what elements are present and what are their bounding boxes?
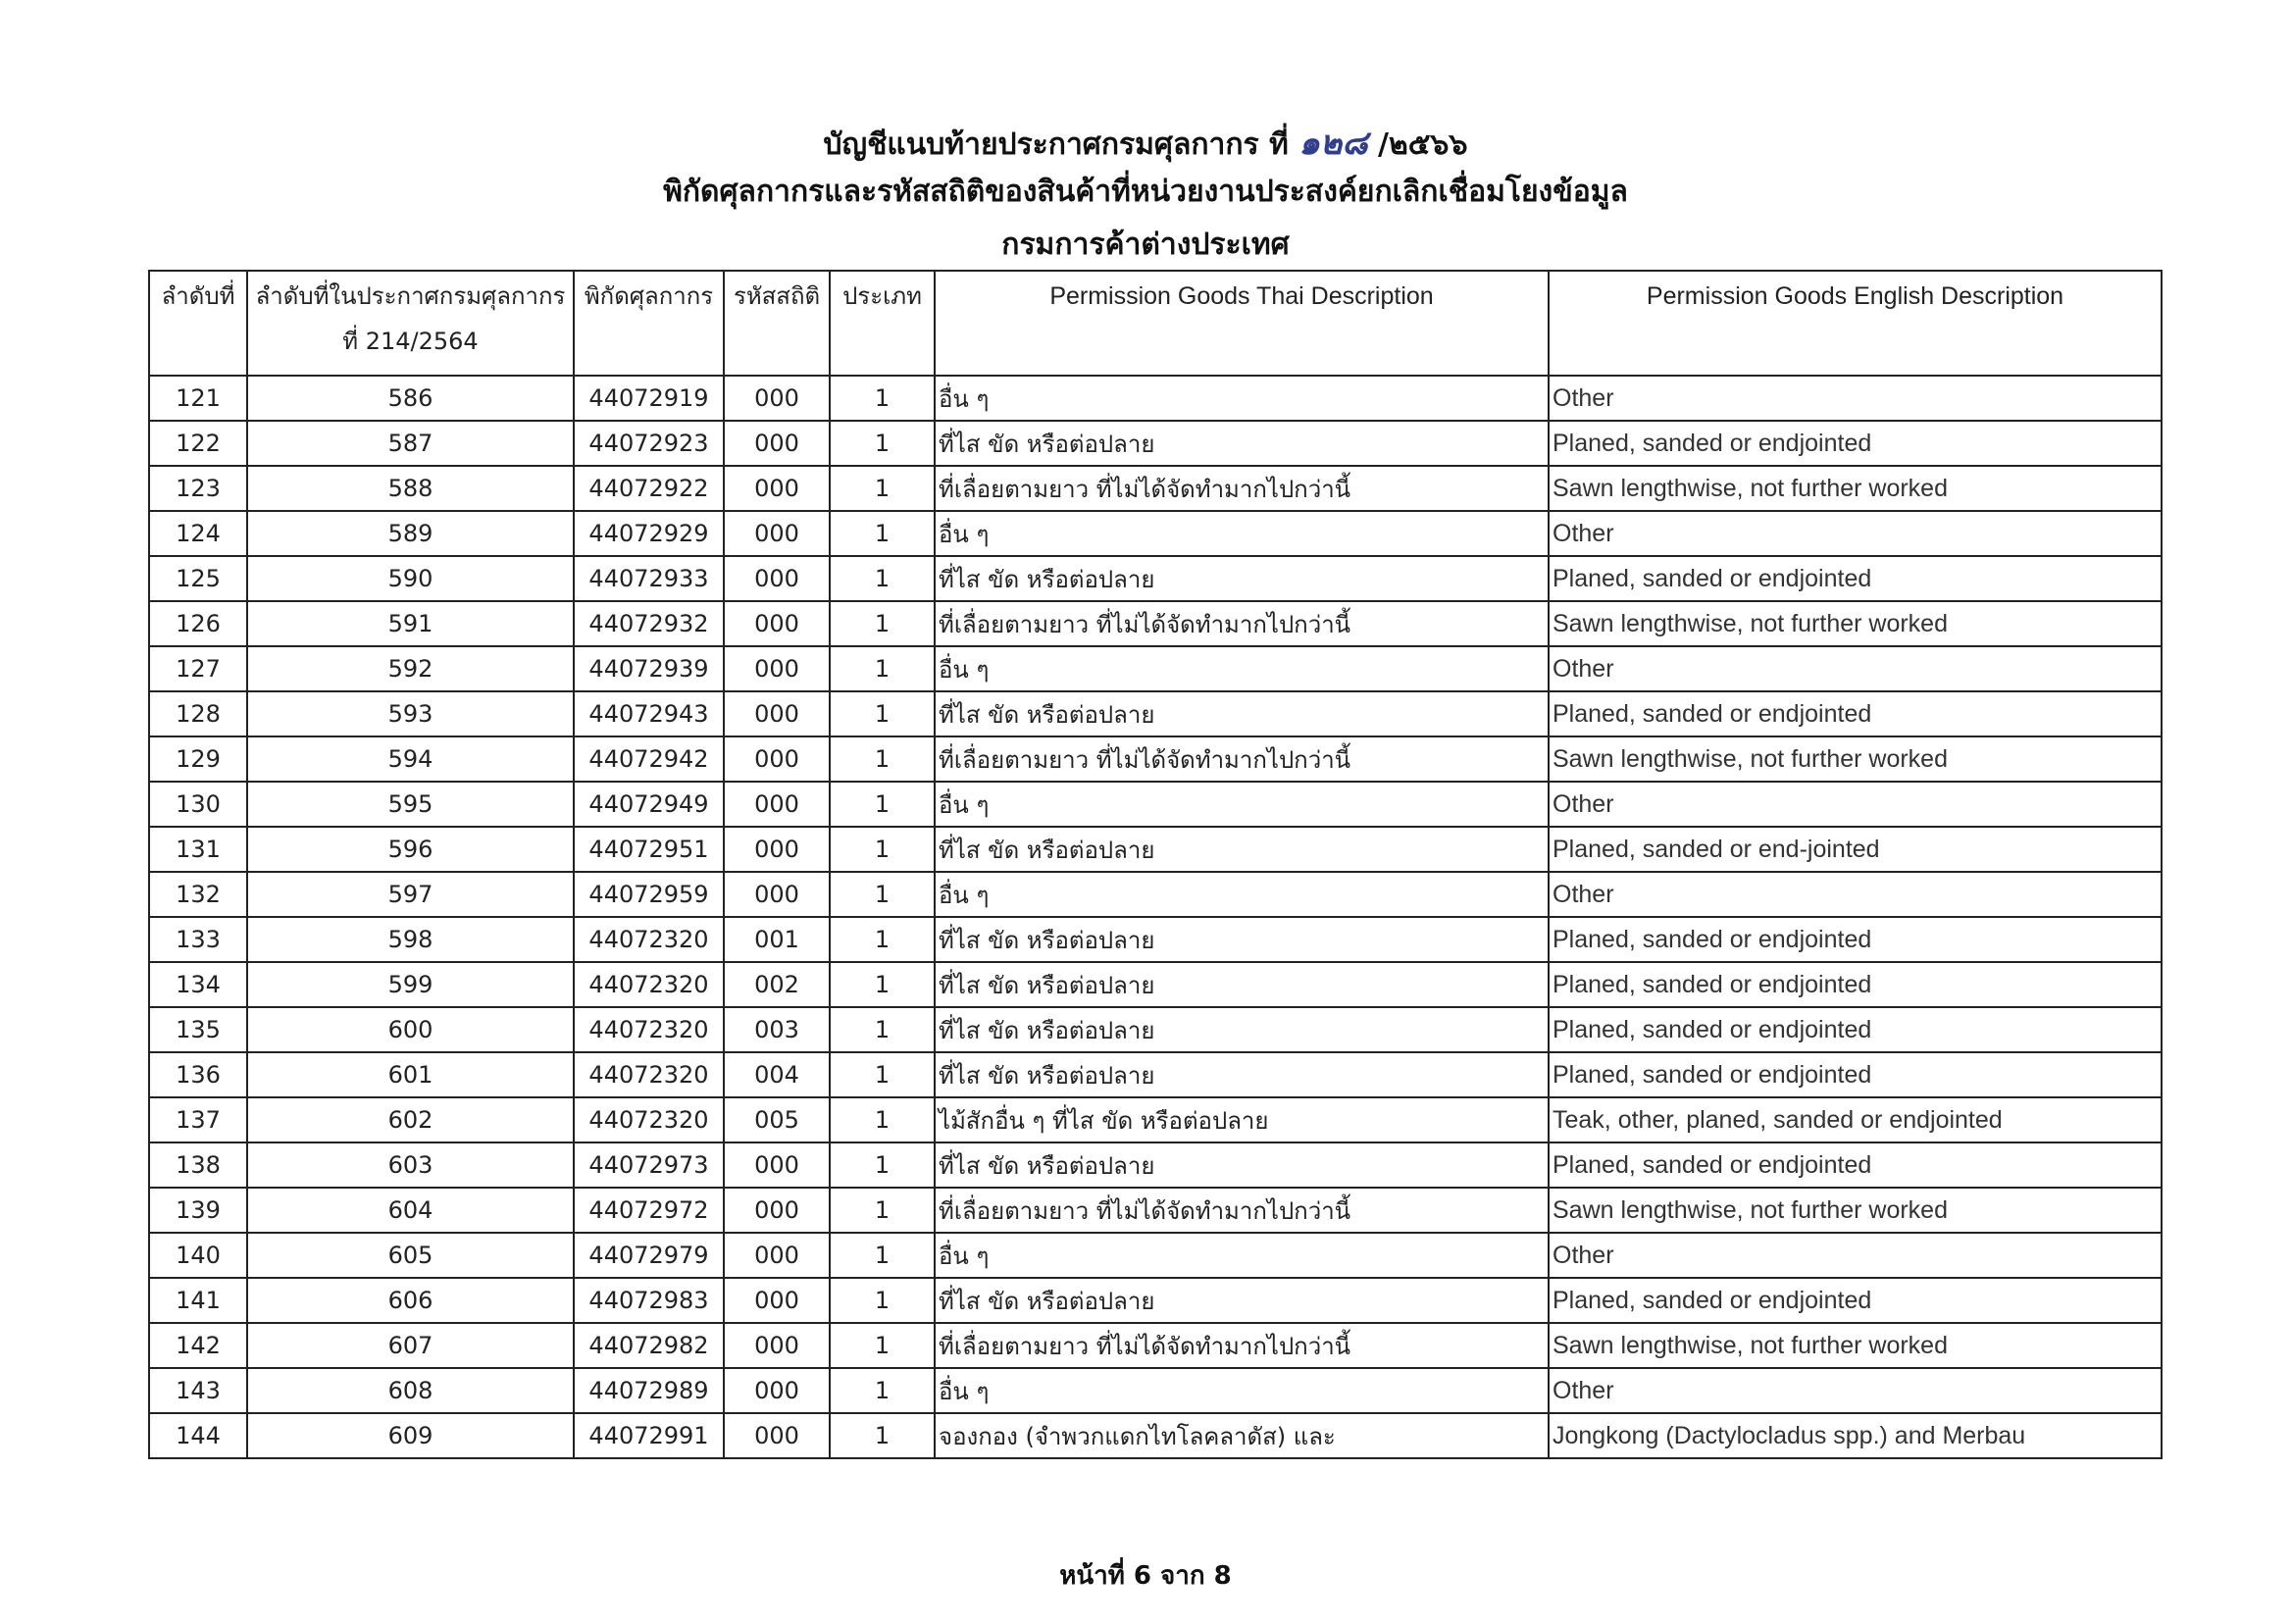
stat-code-cell: 000	[724, 782, 830, 827]
tariff-code-cell: 44072933	[574, 556, 724, 601]
seq-cell: 123	[149, 466, 247, 511]
table-row	[149, 1413, 2162, 1458]
type-cell: 1	[830, 376, 935, 421]
table-row	[149, 691, 2162, 736]
tariff-code-cell: 44072320	[574, 962, 724, 1007]
seq-cell: 136	[149, 1052, 247, 1097]
tariff-code-cell: 44072989	[574, 1368, 724, 1413]
column-header-tariff: พิกัดศุลกากร	[574, 271, 724, 376]
table-row	[149, 1052, 2162, 1097]
column-header-stat-code: รหัสสถิติ	[724, 271, 830, 376]
seq-cell: 125	[149, 556, 247, 601]
thai-description-cell: อื่น ๆ	[935, 1368, 1549, 1413]
ref-seq-cell: 591	[247, 601, 574, 646]
table-row	[149, 962, 2162, 1007]
table-row	[149, 1278, 2162, 1323]
type-cell: 1	[830, 917, 935, 962]
ref-seq-cell: 586	[247, 376, 574, 421]
stat-code-cell: 000	[724, 1413, 830, 1458]
type-cell: 1	[830, 646, 935, 691]
table-row	[149, 1368, 2162, 1413]
thai-description-cell: ที่ไส ขัด หรือต่อปลาย	[935, 421, 1549, 466]
stat-code-cell: 000	[724, 376, 830, 421]
ref-seq-cell: 587	[247, 421, 574, 466]
stat-code-cell: 000	[724, 511, 830, 556]
stat-code-cell: 000	[724, 1323, 830, 1368]
english-description-cell: Planed, sanded or endjointed	[1549, 691, 2162, 736]
table-row	[149, 511, 2162, 556]
ref-seq-cell: 602	[247, 1097, 574, 1142]
table-row	[149, 736, 2162, 782]
stat-code-cell: 000	[724, 601, 830, 646]
stat-code-cell: 003	[724, 1007, 830, 1052]
english-description-cell: Sawn lengthwise, not further worked	[1549, 1323, 2162, 1368]
table-header-row	[149, 271, 2162, 376]
seq-cell: 144	[149, 1413, 247, 1458]
tariff-code-cell: 44072320	[574, 1052, 724, 1097]
thai-description-cell: ที่ไส ขัด หรือต่อปลาย	[935, 1007, 1549, 1052]
seq-cell: 122	[149, 421, 247, 466]
seq-cell: 141	[149, 1278, 247, 1323]
thai-description-cell: ที่ไส ขัด หรือต่อปลาย	[935, 691, 1549, 736]
type-cell: 1	[830, 872, 935, 917]
tariff-code-cell: 44072991	[574, 1413, 724, 1458]
ref-seq-cell: 609	[247, 1413, 574, 1458]
table-row	[149, 827, 2162, 872]
english-description-cell: Other	[1549, 782, 2162, 827]
table-row	[149, 1323, 2162, 1368]
table-row	[149, 556, 2162, 601]
column-header-type: ประเภท	[830, 271, 935, 376]
tariff-code-cell: 44072982	[574, 1323, 724, 1368]
table-row	[149, 872, 2162, 917]
tariff-code-cell: 44072922	[574, 466, 724, 511]
seq-cell: 130	[149, 782, 247, 827]
thai-description-cell: ที่ไส ขัด หรือต่อปลาย	[935, 1278, 1549, 1323]
seq-cell: 132	[149, 872, 247, 917]
table-row	[149, 1142, 2162, 1188]
ref-seq-cell: 603	[247, 1142, 574, 1188]
english-description-cell: Planed, sanded or endjointed	[1549, 962, 2162, 1007]
stat-code-cell: 004	[724, 1052, 830, 1097]
english-description-cell: Jongkong (Dactylocladus spp.) and Merbau	[1549, 1413, 2162, 1458]
english-description-cell: Other	[1549, 872, 2162, 917]
type-cell: 1	[830, 962, 935, 1007]
ref-seq-cell: 594	[247, 736, 574, 782]
table-row	[149, 1007, 2162, 1052]
type-cell: 1	[830, 1097, 935, 1142]
thai-description-cell: อื่น ๆ	[935, 646, 1549, 691]
type-cell: 1	[830, 511, 935, 556]
ref-seq-cell: 592	[247, 646, 574, 691]
stat-code-cell: 000	[724, 691, 830, 736]
ref-seq-cell: 608	[247, 1368, 574, 1413]
thai-description-cell: ที่ไส ขัด หรือต่อปลาย	[935, 1052, 1549, 1097]
ref-seq-cell: 604	[247, 1188, 574, 1233]
ref-seq-cell: 601	[247, 1052, 574, 1097]
english-description-cell: Planed, sanded or endjointed	[1549, 1052, 2162, 1097]
type-cell: 1	[830, 1052, 935, 1097]
title-year: /๒๕๖๖	[1377, 127, 1468, 162]
thai-description-cell: ที่ไส ขัด หรือต่อปลาย	[935, 917, 1549, 962]
tariff-code-cell: 44072983	[574, 1278, 724, 1323]
stat-code-cell: 000	[724, 827, 830, 872]
english-description-cell: Other	[1549, 1233, 2162, 1278]
english-description-cell: Planed, sanded or endjointed	[1549, 556, 2162, 601]
ref-seq-cell: 593	[247, 691, 574, 736]
ref-seq-cell: 598	[247, 917, 574, 962]
title-prefix: บัญชีแนบท้ายประกาศกรมศุลกากร ที่	[823, 127, 1289, 162]
seq-cell: 121	[149, 376, 247, 421]
tariff-code-cell: 44072949	[574, 782, 724, 827]
tariff-code-cell: 44072942	[574, 736, 724, 782]
tariff-code-cell: 44072320	[574, 1007, 724, 1052]
column-header-english-description: Permission Goods English Description	[1549, 271, 2162, 376]
ref-seq-cell: 606	[247, 1278, 574, 1323]
tariff-code-cell: 44072951	[574, 827, 724, 872]
type-cell: 1	[830, 1278, 935, 1323]
table-row	[149, 466, 2162, 511]
ref-seq-cell: 589	[247, 511, 574, 556]
seq-cell: 129	[149, 736, 247, 782]
seq-cell: 135	[149, 1007, 247, 1052]
tariff-code-cell: 44072320	[574, 917, 724, 962]
table-row	[149, 376, 2162, 421]
type-cell: 1	[830, 736, 935, 782]
column-header-ref-seq: ลำดับที่ในประกาศกรมศุลกากร ที่ 214/2564	[247, 271, 574, 376]
english-description-cell: Other	[1549, 376, 2162, 421]
seq-cell: 128	[149, 691, 247, 736]
tariff-table	[148, 270, 2163, 1459]
english-description-cell: Planed, sanded or endjointed	[1549, 1278, 2162, 1323]
type-cell: 1	[830, 1142, 935, 1188]
english-description-cell: Planed, sanded or endjointed	[1549, 421, 2162, 466]
stat-code-cell: 001	[724, 917, 830, 962]
ref-seq-cell: 590	[247, 556, 574, 601]
tariff-code-cell: 44072939	[574, 646, 724, 691]
thai-description-cell: ที่เลื่อยตามยาว ที่ไม่ได้จัดทำมากไปกว่านี้	[935, 466, 1549, 511]
stat-code-cell: 000	[724, 1278, 830, 1323]
column-header-seq: ลำดับที่	[149, 271, 247, 376]
thai-description-cell: อื่น ๆ	[935, 872, 1549, 917]
ref-seq-cell: 595	[247, 782, 574, 827]
stat-code-cell: 000	[724, 1368, 830, 1413]
seq-cell: 140	[149, 1233, 247, 1278]
tariff-code-cell: 44072320	[574, 1097, 724, 1142]
thai-description-cell: ไม้สักอื่น ๆ ที่ไส ขัด หรือต่อปลาย	[935, 1097, 1549, 1142]
english-description-cell: Other	[1549, 1368, 2162, 1413]
tariff-code-cell: 44072959	[574, 872, 724, 917]
english-description-cell: Other	[1549, 646, 2162, 691]
type-cell: 1	[830, 601, 935, 646]
table-row	[149, 782, 2162, 827]
english-description-cell: Planed, sanded or endjointed	[1549, 1142, 2162, 1188]
thai-description-cell: ที่เลื่อยตามยาว ที่ไม่ได้จัดทำมากไปกว่านี้	[935, 1323, 1549, 1368]
seq-cell: 131	[149, 827, 247, 872]
english-description-cell: Planed, sanded or endjointed	[1549, 917, 2162, 962]
seq-cell: 124	[149, 511, 247, 556]
tariff-code-cell: 44072923	[574, 421, 724, 466]
english-description-cell: Teak, other, planed, sanded or endjointed	[1549, 1097, 2162, 1142]
table-row	[149, 421, 2162, 466]
thai-description-cell: จองกอง (จำพวกแดกไทโลคลาดัส) และ	[935, 1413, 1549, 1458]
tariff-code-cell: 44072919	[574, 376, 724, 421]
type-cell: 1	[830, 827, 935, 872]
type-cell: 1	[830, 1368, 935, 1413]
english-description-cell: Planed, sanded or end-jointed	[1549, 827, 2162, 872]
stat-code-cell: 000	[724, 736, 830, 782]
stat-code-cell: 000	[724, 1233, 830, 1278]
table-row	[149, 601, 2162, 646]
stat-code-cell: 000	[724, 646, 830, 691]
type-cell: 1	[830, 1413, 935, 1458]
stat-code-cell: 000	[724, 421, 830, 466]
type-cell: 1	[830, 1007, 935, 1052]
table-row	[149, 1233, 2162, 1278]
seq-cell: 134	[149, 962, 247, 1007]
tariff-code-cell: 44072979	[574, 1233, 724, 1278]
column-header-thai-description: Permission Goods Thai Description	[935, 271, 1549, 376]
type-cell: 1	[830, 782, 935, 827]
thai-description-cell: ที่เลื่อยตามยาว ที่ไม่ได้จัดทำมากไปกว่านี้	[935, 601, 1549, 646]
english-description-cell: Sawn lengthwise, not further worked	[1549, 601, 2162, 646]
type-cell: 1	[830, 466, 935, 511]
english-description-cell: Sawn lengthwise, not further worked	[1549, 1188, 2162, 1233]
english-description-cell: Planed, sanded or endjointed	[1549, 1007, 2162, 1052]
stat-code-cell: 000	[724, 466, 830, 511]
type-cell: 1	[830, 1233, 935, 1278]
english-description-cell: Sawn lengthwise, not further worked	[1549, 466, 2162, 511]
ref-seq-cell: 588	[247, 466, 574, 511]
thai-description-cell: ที่ไส ขัด หรือต่อปลาย	[935, 556, 1549, 601]
thai-description-cell: อื่น ๆ	[935, 511, 1549, 556]
thai-description-cell: อื่น ๆ	[935, 1233, 1549, 1278]
seq-cell: 139	[149, 1188, 247, 1233]
table-row	[149, 1097, 2162, 1142]
type-cell: 1	[830, 691, 935, 736]
stat-code-cell: 000	[724, 1188, 830, 1233]
seq-cell: 127	[149, 646, 247, 691]
type-cell: 1	[830, 1323, 935, 1368]
seq-cell: 138	[149, 1142, 247, 1188]
tariff-code-cell: 44072973	[574, 1142, 724, 1188]
thai-description-cell: อื่น ๆ	[935, 782, 1549, 827]
seq-cell: 133	[149, 917, 247, 962]
table-row	[149, 1188, 2162, 1233]
type-cell: 1	[830, 421, 935, 466]
seq-cell: 143	[149, 1368, 247, 1413]
ref-seq-cell: 599	[247, 962, 574, 1007]
stat-code-cell: 000	[724, 1142, 830, 1188]
stat-code-cell: 000	[724, 872, 830, 917]
handwritten-announcement-number: ๑๒๘	[1298, 124, 1368, 163]
thai-description-cell: ที่เลื่อยตามยาว ที่ไม่ได้จัดทำมากไปกว่านี้	[935, 736, 1549, 782]
stat-code-cell: 000	[724, 556, 830, 601]
ref-seq-cell: 596	[247, 827, 574, 872]
table-row	[149, 917, 2162, 962]
thai-description-cell: อื่น ๆ	[935, 376, 1549, 421]
type-cell: 1	[830, 1188, 935, 1233]
ref-seq-cell: 600	[247, 1007, 574, 1052]
thai-description-cell: ที่ไส ขัด หรือต่อปลาย	[935, 962, 1549, 1007]
thai-description-cell: ที่ไส ขัด หรือต่อปลาย	[935, 827, 1549, 872]
table-row	[149, 646, 2162, 691]
ref-seq-cell: 607	[247, 1323, 574, 1368]
tariff-code-cell: 44072943	[574, 691, 724, 736]
thai-description-cell: ที่ไส ขัด หรือต่อปลาย	[935, 1142, 1549, 1188]
type-cell: 1	[830, 556, 935, 601]
ref-seq-cell: 597	[247, 872, 574, 917]
tariff-code-cell: 44072929	[574, 511, 724, 556]
document-subtitle: พิกัดศุลกากรและรหัสสถิติของสินค้าที่หน่วยงานประสงค์ยกเลิกเชื่อมโยงข้อมูล	[663, 175, 1628, 209]
agency-name: กรมการค้าต่างประเทศ	[1001, 228, 1290, 262]
seq-cell: 137	[149, 1097, 247, 1142]
tariff-code-cell: 44072972	[574, 1188, 724, 1233]
stat-code-cell: 005	[724, 1097, 830, 1142]
seq-cell: 142	[149, 1323, 247, 1368]
english-description-cell: Other	[1549, 511, 2162, 556]
stat-code-cell: 002	[724, 962, 830, 1007]
table-body	[149, 376, 2162, 1458]
tariff-code-cell: 44072932	[574, 601, 724, 646]
document-title	[0, 116, 2291, 169]
seq-cell: 126	[149, 601, 247, 646]
thai-description-cell: ที่เลื่อยตามยาว ที่ไม่ได้จัดทำมากไปกว่านี้	[935, 1188, 1549, 1233]
ref-seq-cell: 605	[247, 1233, 574, 1278]
page-number: หน้าที่ 6 จาก 8	[1059, 1561, 1232, 1591]
english-description-cell: Sawn lengthwise, not further worked	[1549, 736, 2162, 782]
